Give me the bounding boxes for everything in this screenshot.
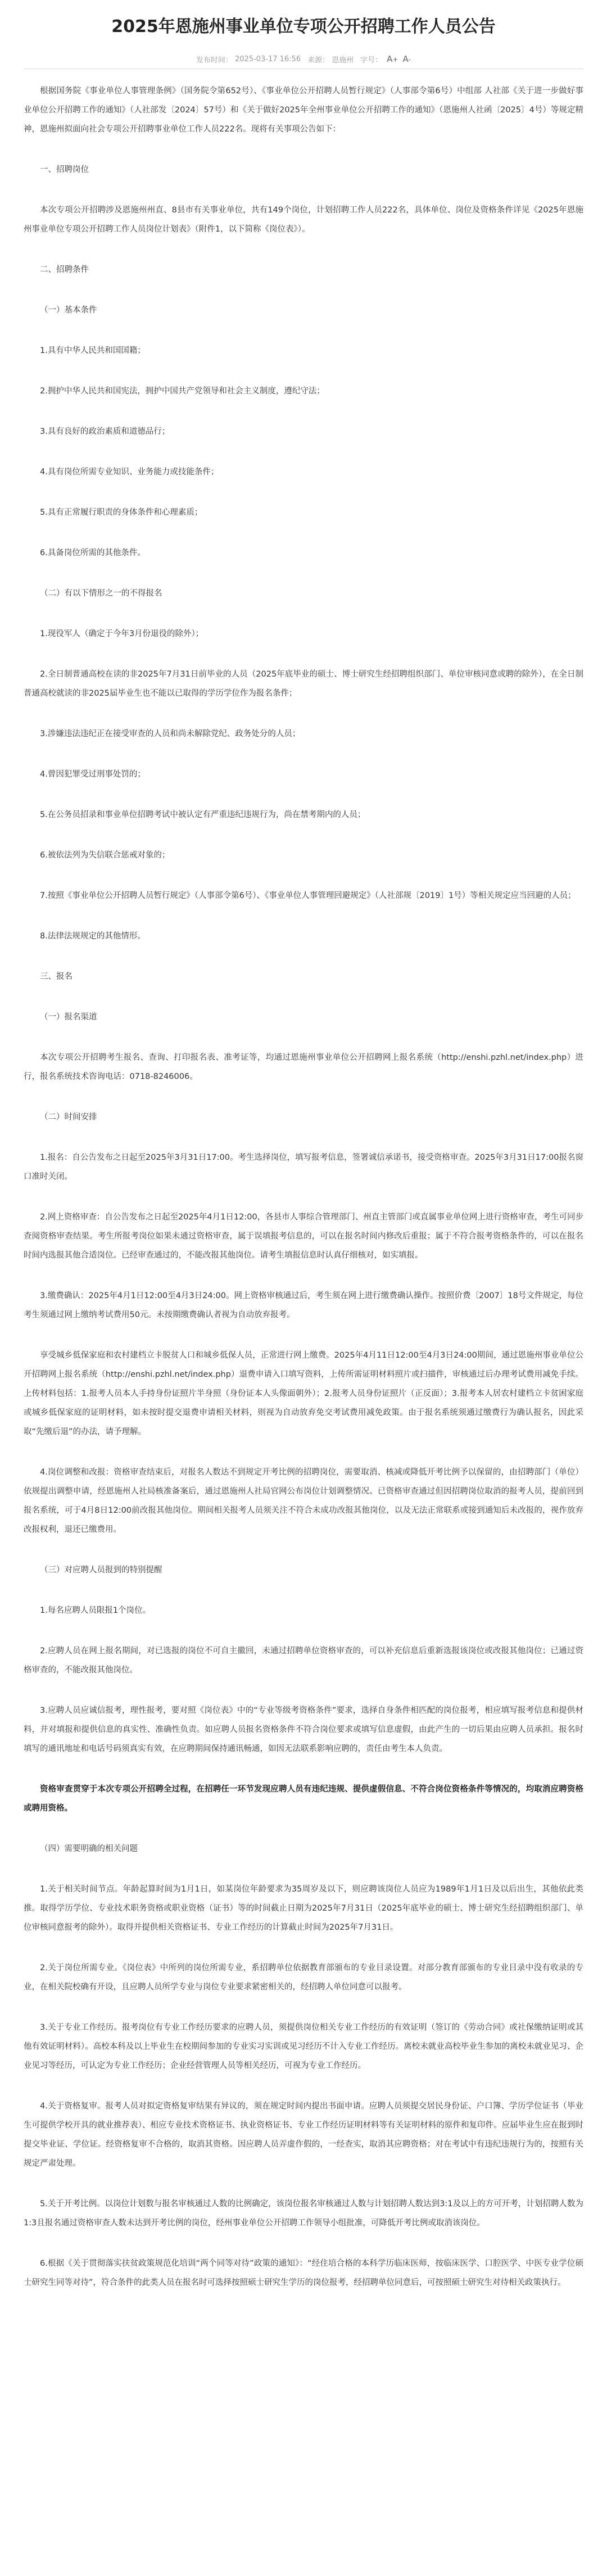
plus-icon: + <box>392 56 398 64</box>
body-paragraph: 4.关于资格复审。报考人员对拟定资格复审结果有异议的，须在规定时间内提出书面申请。应聘人员须提交居民身份证、户口簿、学历学位证书（毕业生可提供学校开具的就业推荐表）、相应专业技术资格证书、执业资格证书、专业工作经历证明材料等有关证明材料的原件和复印件。应届毕业生应在报到时提交毕业证、学位证。经资格复审不合格的，取消其资格。因应聘人员弄虚作假的，一经查实，取消其应聘资格；对在考试中有违纪违规行为的，按照有关规定严肃处理。 <box>24 2102 583 2168</box>
body-paragraph: 4.岗位调整和改报：资格审查结束后，对报名人数达不到规定开考比例的招聘岗位，需要取消、核减或降低开考比例予以保留的，由招聘部门（单位）依规提出调整申请，经恩施州人社局核准备案后，通过恩施州人社局官网公布岗位计划调整情况。已资格审查通过但因招聘岗位取消的报考人员，提前回到报名系统，可于4月8日12:00前改报其他岗位。期间相关报考人员须关注不符合未成功改报其他岗位，以及无法正常联系或接到通知后未改报的，视作放弃改报权利，退还已缴费用。 <box>24 1468 583 1534</box>
list-item: 3.涉嫌违法违纪正在接受审查的人员和尚未解除党纪、政务处分的人员； <box>40 729 301 738</box>
article-body <box>0 69 607 2292</box>
list-item: 7.按照《事业单位公开招聘人员暂行规定》（人事部令第6号）、《事业单位人事管理回避规定》（人社部规〔2019〕1号）等相关规定应当回避的人员； <box>40 891 576 900</box>
subsection-heading: （一）基本条件 <box>40 306 97 315</box>
body-paragraph: 6.根据《关于贯彻落实扶贫政策规范化培训“两个同等对待”政策的通知》：“经住培合格的本科学历临床医师，按临床医学、口腔医学、中医专业学位硕士研究生同等对待”，符合条件的此类人员在报名时可选择按照硕士研究生学历的岗位报考，经招聘单位同意后，可按照硕士研究生对待相关政策执行。 <box>24 2259 583 2287</box>
font-size-label: 字号： <box>360 56 383 65</box>
font-smaller-glyph: A <box>402 54 409 64</box>
body-paragraph: 1.报名：自公告发布之日起至2025年3月31日17:00。考生选择岗位，填写报考信息，签署诚信承诺书，接受资格审查。2025年3月31日17:00报名窗口准时关闭。 <box>24 1153 583 1181</box>
body-paragraph: 3.应聘人员应诚信报考，理性报考，要对照《岗位表》中的“专业等级考资格条件”要求，选择自身条件相匹配的岗位报考，相应填写报考信息和提供材料，并对填报和提供信息的真实性、准确性负责。如应聘人员报名资格条件不符合岗位要求或填写信息虚假，由此产生的一切后果由应聘人员承担。报名时填写的通讯地址和电话号码须真实有效，在应聘期间保持通讯畅通，如因无法联系影响应聘的，责任由考生本人负责。 <box>24 1706 583 1753</box>
list-item: 4.曾因犯罪受过刑事处罚的； <box>40 770 146 779</box>
list-item: 1.现役军人（确定于今年3月份退役的除外）； <box>40 629 204 638</box>
list-item: 6.具备岗位所需的其他条件。 <box>40 548 146 557</box>
list-item: 8.法律法规规定的其他情形。 <box>40 932 146 941</box>
section-heading: 三、报名 <box>40 972 73 981</box>
body-paragraph: 2.网上资格审查：自公告发布之日起至2025年4月1日12:00，各县市人事综合管理部门、州直主管部门或直属事业单位网上进行资格审查，考生可同步查阅资格审查结果。考生所报考岗位如果未通过资格审查，属于误填报考信息的，可以在报名时间内修改后重报；属于不符合报考资格条件的，可以在报名时间内选报其他合适岗位。已经审查通过的，不能改报其他岗位。请考生填报信息时认真仔细核对，如实填报。 <box>24 1213 583 1260</box>
body-paragraph: 享受城乡低保家庭和农村建档立卡脱贫人口和城乡低保人员，正常进行网上缴费。2025年4月11日12:00至4月3日24:00期间，通过恩施州事业单位公开招聘网上报名系统（http://enshi.pzhl.net/index.php）退费申请入口填写资料，上传所需证明材料照片或扫描件，审核通过后办理考试费用减免手续。上传材料包括：1.报考人员本人手持身份证照片半身照（身份证本人头像面朝外）；2.报考人员身份证照片（正反面）；3.报考本人居农村建档立卡贫困家庭或城乡低保家庭的证明材料，如未按时提交退费申请相关材料，则视为自动放弃免交考试费用减免政策。由于报名系统须通过缴费行为确认报名，因此采取“先缴后退”的办法，请予理解。 <box>24 1351 583 1436</box>
article-meta-bar <box>24 49 583 69</box>
source-value: 恩施州 <box>332 56 354 65</box>
intro-paragraph: 根据国务院《事业单位人事管理条例》（国务院令第652号）、《事业单位公开招聘人员暂行规定》（人事部令第6号）中组部 人社部《关于进一步做好事业单位公开招聘工作的通知》（人社部发〔2024〕57号）和《关于做好2025年全州事业单位公开招聘工作的通知》（恩施州人社函〔2025〕4号）等规定精神，恩施州拟面向社会专项公开招聘事业单位工作人员222名。现将有关事项公告如下： <box>24 87 583 134</box>
list-item: 5.在公务员招录和事业单位招聘考试中被认定有严重违纪违规行为，尚在禁考期内的人员； <box>40 810 366 819</box>
font-smaller-button[interactable] <box>402 54 411 64</box>
list-item: 2.拥护中华人民共和国宪法，拥护中国共产党领导和社会主义制度，遵纪守法； <box>40 387 325 396</box>
article-title: 2025年恩施州事业单位专项公开招聘工作人员公告 <box>111 17 496 37</box>
subsection-heading: （一）报名渠道 <box>40 1013 97 1022</box>
emphasis-paragraph: 资格审查贯穿于本次专项公开招聘全过程，在招聘任一环节发现应聘人员有违纪违规、提供虚假信息、不符合岗位资格条件等情况的，均取消应聘资格或聘用资格。 <box>24 1785 583 1813</box>
subsection-heading: （三）对应聘人员报到的特别提醒 <box>40 1566 162 1575</box>
subsection-heading: （二）有以下情形之一的不得报名 <box>40 589 162 598</box>
list-item: 3.具有良好的政治素质和道德品行； <box>40 427 170 436</box>
body-paragraph: 1.关于相关时间节点。年龄起算时间为1月1日，如某岗位年龄要求为35周岁及以下，则应聘该岗位人员应为1989年1月1日及以后出生，其他依此类推。取得学历学位、专业技术职务资格或职业资格（证书）等的时间截止日期为2025年7月31日（2025年底毕业的硕士、博士研究生经招聘组织部门、单位审核同意报考的除外）。取得并提供相关资格证书、专业工作经历的计算截止时间为2025年7月31日。 <box>24 1885 583 1932</box>
body-paragraph: 本次专项公开招聘涉及恩施州州直、8县市有关事业单位，共有149个岗位，计划招聘工作人员222名，具体单位、岗位及资格条件详见《2025年恩施州事业单位专项公开招聘工作人员岗位计划表》（附件1，以下简称《岗位表》）。 <box>24 206 583 234</box>
section-heading: 二、招聘条件 <box>40 265 89 274</box>
list-item: 5.具有正常履行职责的身体条件和心理素质； <box>40 508 203 517</box>
publish-date-label: 发布时间： <box>196 56 233 65</box>
publish-date: 2025-03-17 16:56 <box>234 55 301 64</box>
body-paragraph: 2.关于岗位所需专业。《岗位表》中所列的岗位所需专业，系招聘单位依据教育部颁布的专业目录设置。对部分教育部颁布的专业目录中没有收录的专业，在相关院校确有开设，且应聘人员所学专业与岗位专业要求紧密相关的，经招聘人单位同意可以报考。 <box>24 1963 583 1992</box>
subsection-heading: （四）需要明确的相关问题 <box>40 1844 138 1853</box>
list-item: 2.全日制普通高校在读的非2025年7月31日前毕业的人员（2025年底毕业的硕士、博士研究生经招聘组织部门、单位审核同意或聘的除外），在全日制普通高校就读的非2025届毕业生也不能以已取得的学历学位作为报名条件； <box>24 670 583 698</box>
minus-icon: - <box>408 56 411 64</box>
body-paragraph: 1.每名应聘人员限报1个岗位。 <box>40 1606 151 1615</box>
section-heading: 一、招聘岗位 <box>40 165 89 174</box>
source-label: 来源： <box>307 56 330 65</box>
list-item: 6.被依法列为失信联合惩戒对象的； <box>40 851 170 860</box>
body-paragraph: 3.缴费确认：2025年4月1日12:00至4月3日24:00。网上资格审核通过后，考生须在网上进行缴费确认操作。按照价费〔2007〕18号文件规定，每位考生须通过网上缴纳考试费用50元。未按期缴费确认者视为自动放弃报考。 <box>24 1291 583 1319</box>
font-larger-button[interactable] <box>387 54 398 64</box>
font-larger-glyph: A <box>387 54 393 64</box>
subsection-heading: （二）时间安排 <box>40 1113 97 1122</box>
body-paragraph: 2.应聘人员在网上报名期间，对已选报的岗位不可自主撤回，未通过招聘单位资格审查的，可以补充信息后重新选报该岗位或改报其他岗位；已通过资格审查的，不能改报其他岗位。 <box>24 1647 583 1675</box>
body-paragraph: 3.关于专业工作经历。报考岗位有专业工作经历要求的应聘人员，须提供岗位相关专业工作经历的有效证明（签订的《劳动合同》或社保缴纳证明或其他有效证明材料）。高校本科及以上毕业生在校期间参加的专业实习实训或见习经历不计入专业工作经历。离校未就业高校毕业生参加的离校未就业见习、企业见习等经历，可认定为专业工作经历；企业经营管理人员等相关经历，可视为专业工作经历。 <box>24 2023 583 2070</box>
list-item: 1.具有中华人民共和国国籍； <box>40 346 146 355</box>
list-item: 4.具有岗位所需专业知识、业务能力或技能条件； <box>40 468 219 477</box>
body-paragraph: 5.关于开考比例。以岗位计划数与报名审核通过人数的比例确定，该岗位报名审核通过人数与计划招聘人数达到3:1及以上的方可开考，计划招聘人数为1:3且报名通过资格审查人数未达到开考比例的岗位，经州事业单位公开招聘工作领导小组批准，可降低开考比例或取消该岗位。 <box>24 2199 583 2228</box>
body-paragraph: 本次专项公开招聘考生报名、查询、打印报名表、准考证等，均通过恩施州事业单位公开招聘网上报名系统（http://enshi.pzhl.net/index.php）进行，报名系统技术咨询电话：0718-8246006。 <box>24 1053 583 1081</box>
